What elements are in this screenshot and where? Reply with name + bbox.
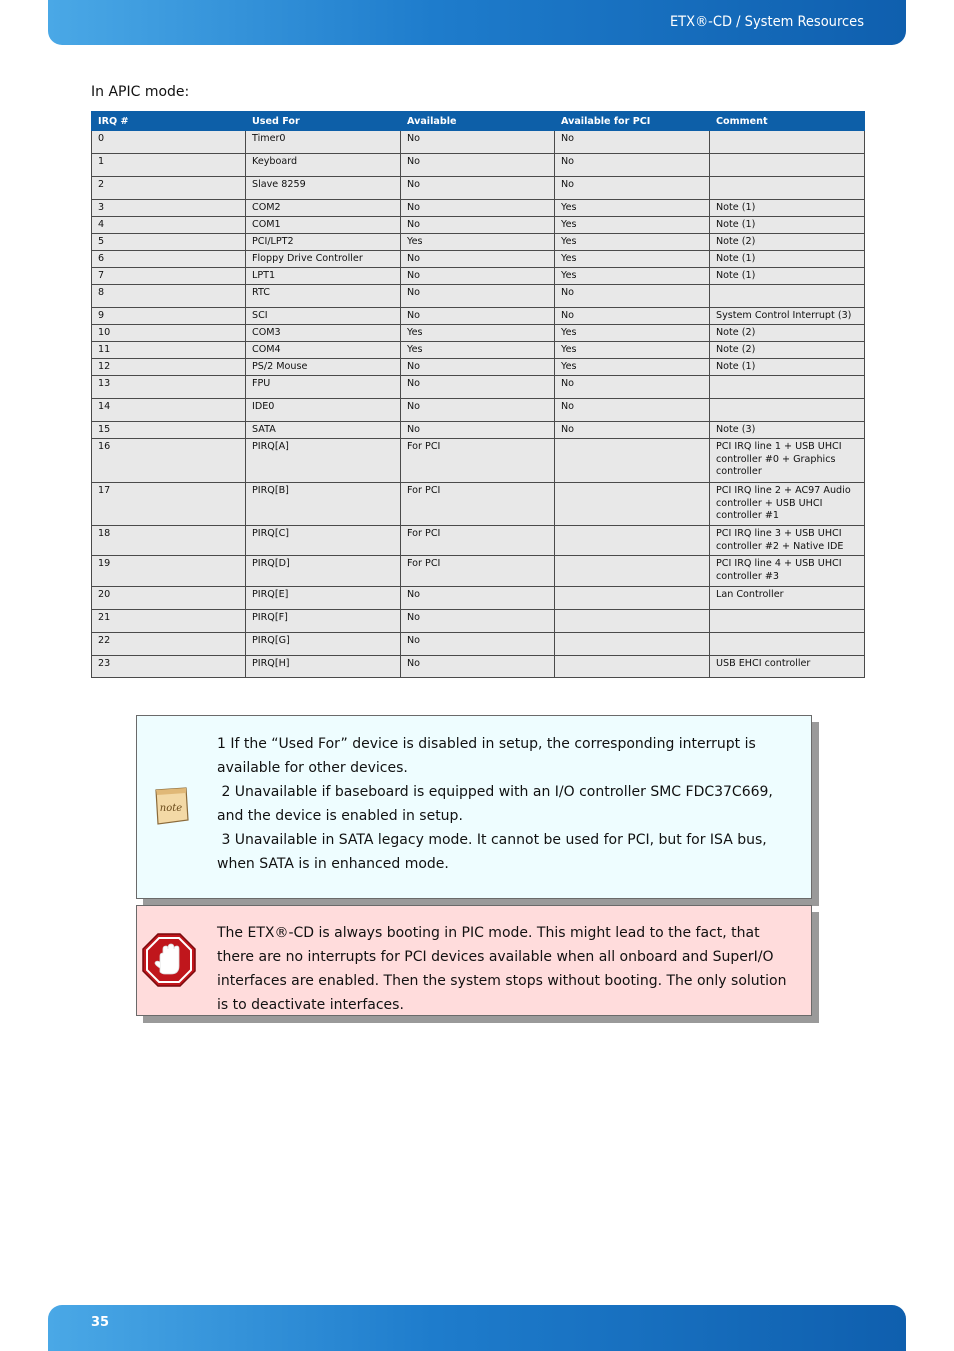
cell-used-for: RTC: [246, 285, 401, 308]
cell-used-for: PIRQ[H]: [246, 656, 401, 678]
cell-used-for: PIRQ[B]: [246, 483, 401, 526]
cell-available: No: [401, 359, 555, 376]
cell-irq: 8: [92, 285, 246, 308]
cell-available-for-pci: [555, 610, 710, 633]
cell-available-for-pci: Yes: [555, 268, 710, 285]
cell-comment: Note (1): [710, 217, 865, 234]
cell-comment: [710, 633, 865, 656]
cell-irq: 2: [92, 177, 246, 200]
cell-available-for-pci: [555, 439, 710, 483]
cell-available-for-pci: [555, 656, 710, 678]
column-header-available: Available: [401, 112, 555, 131]
table-row: [92, 285, 865, 308]
page-footer-bar: [48, 1305, 906, 1351]
cell-comment: PCI IRQ line 2 + AC97 Audio controller + USB UHCI controller #1: [710, 483, 865, 526]
table-row: [92, 587, 865, 610]
cell-used-for: Floppy Drive Controller: [246, 251, 401, 268]
table-row: [92, 234, 865, 251]
cell-comment: Note (1): [710, 268, 865, 285]
cell-available: For PCI: [401, 556, 555, 587]
cell-available: No: [401, 177, 555, 200]
cell-comment: [710, 610, 865, 633]
table-row: [92, 483, 865, 526]
note-icon: [150, 784, 192, 828]
cell-available: No: [401, 399, 555, 422]
cell-irq: 13: [92, 376, 246, 399]
table-row: [92, 399, 865, 422]
cell-comment: [710, 131, 865, 154]
cell-comment: [710, 376, 865, 399]
cell-comment: System Control Interrupt (3): [710, 308, 865, 325]
table-row: [92, 376, 865, 399]
cell-irq: 16: [92, 439, 246, 483]
column-header-available-for-pci: Available for PCI: [555, 112, 710, 131]
cell-irq: 0: [92, 131, 246, 154]
cell-comment: [710, 399, 865, 422]
column-header-comment: Comment: [710, 112, 865, 131]
cell-available-for-pci: No: [555, 131, 710, 154]
cell-used-for: FPU: [246, 376, 401, 399]
cell-available: No: [401, 131, 555, 154]
cell-used-for: SATA: [246, 422, 401, 439]
cell-available: No: [401, 656, 555, 678]
cell-available: Yes: [401, 325, 555, 342]
cell-available-for-pci: Yes: [555, 325, 710, 342]
table-row: [92, 154, 865, 177]
cell-available: No: [401, 587, 555, 610]
cell-irq: 11: [92, 342, 246, 359]
cell-available: Yes: [401, 234, 555, 251]
table-row: [92, 131, 865, 154]
cell-comment: [710, 177, 865, 200]
cell-irq: 23: [92, 656, 246, 678]
column-header-used-for: Used For: [246, 112, 401, 131]
irq-table-header-row: [92, 112, 865, 131]
cell-irq: 10: [92, 325, 246, 342]
warning-callout: [136, 905, 812, 1016]
cell-available: For PCI: [401, 439, 555, 483]
cell-comment: Note (2): [710, 342, 865, 359]
table-row: [92, 200, 865, 217]
note-line: 3 Unavailable in SATA legacy mode. It cannot be used for PCI, but for ISA bus, when SATA is in enhanced mode.: [217, 832, 772, 872]
table-row: [92, 308, 865, 325]
cell-available-for-pci: [555, 526, 710, 556]
table-row: [92, 325, 865, 342]
table-row: [92, 439, 865, 483]
table-row: [92, 268, 865, 285]
cell-comment: USB EHCI controller: [710, 656, 865, 678]
stop-hand-icon: [141, 932, 197, 988]
cell-irq: 22: [92, 633, 246, 656]
cell-used-for: COM2: [246, 200, 401, 217]
cell-available-for-pci: [555, 633, 710, 656]
cell-comment: Note (2): [710, 325, 865, 342]
table-row: [92, 633, 865, 656]
cell-used-for: PIRQ[A]: [246, 439, 401, 483]
cell-comment: Lan Controller: [710, 587, 865, 610]
cell-available-for-pci: [555, 483, 710, 526]
cell-used-for: PIRQ[F]: [246, 610, 401, 633]
cell-available-for-pci: [555, 556, 710, 587]
note-icon-label: note: [159, 803, 183, 814]
cell-available: No: [401, 422, 555, 439]
cell-comment: Note (2): [710, 234, 865, 251]
cell-available-for-pci: No: [555, 376, 710, 399]
cell-used-for: PIRQ[C]: [246, 526, 401, 556]
cell-used-for: COM4: [246, 342, 401, 359]
cell-used-for: PS/2 Mouse: [246, 359, 401, 376]
note-callout: [136, 715, 812, 899]
cell-available-for-pci: No: [555, 399, 710, 422]
cell-comment: PCI IRQ line 3 + USB UHCI controller #2 + Native IDE: [710, 526, 865, 556]
cell-available-for-pci: No: [555, 154, 710, 177]
irq-table: [91, 111, 865, 678]
cell-irq: 20: [92, 587, 246, 610]
note-line: 1 If the “Used For” device is disabled in setup, the corresponding interrupt is available for other devices.: [217, 736, 756, 776]
cell-comment: Note (1): [710, 251, 865, 268]
cell-available: No: [401, 154, 555, 177]
cell-used-for: PIRQ[E]: [246, 587, 401, 610]
cell-available: No: [401, 268, 555, 285]
cell-comment: Note (1): [710, 200, 865, 217]
cell-available-for-pci: Yes: [555, 217, 710, 234]
cell-comment: PCI IRQ line 4 + USB UHCI controller #3: [710, 556, 865, 587]
cell-used-for: SCI: [246, 308, 401, 325]
cell-irq: 18: [92, 526, 246, 556]
cell-irq: 21: [92, 610, 246, 633]
page-number: 35: [91, 1315, 110, 1330]
cell-available-for-pci: [555, 587, 710, 610]
table-row: [92, 177, 865, 200]
cell-available: No: [401, 285, 555, 308]
cell-available: No: [401, 633, 555, 656]
cell-irq: 12: [92, 359, 246, 376]
cell-available: No: [401, 200, 555, 217]
cell-irq: 19: [92, 556, 246, 587]
cell-comment: [710, 285, 865, 308]
table-row: [92, 359, 865, 376]
section-label: In APIC mode:: [91, 84, 190, 100]
cell-used-for: Keyboard: [246, 154, 401, 177]
cell-available-for-pci: No: [555, 177, 710, 200]
cell-available: No: [401, 308, 555, 325]
cell-irq: 14: [92, 399, 246, 422]
cell-available-for-pci: No: [555, 308, 710, 325]
warning-text: The ETX®-CD is always booting in PIC mode. This might lead to the fact, that there are no interrupts for PCI devices available when all onboard and SuperI/O interfaces are enabled. Then the system stops without booting. The only solution is to deactivate interfaces.: [217, 925, 787, 1013]
note-text: [217, 732, 797, 876]
cell-available: No: [401, 251, 555, 268]
cell-used-for: PIRQ[G]: [246, 633, 401, 656]
cell-used-for: COM1: [246, 217, 401, 234]
cell-irq: 5: [92, 234, 246, 251]
cell-used-for: LPT1: [246, 268, 401, 285]
cell-available-for-pci: Yes: [555, 342, 710, 359]
table-row: [92, 526, 865, 556]
cell-available: For PCI: [401, 526, 555, 556]
cell-irq: 17: [92, 483, 246, 526]
cell-available: No: [401, 217, 555, 234]
cell-available-for-pci: No: [555, 285, 710, 308]
cell-used-for: Timer0: [246, 131, 401, 154]
cell-available-for-pci: Yes: [555, 251, 710, 268]
cell-available: No: [401, 610, 555, 633]
column-header-irq: IRQ #: [92, 112, 246, 131]
cell-irq: 6: [92, 251, 246, 268]
note-line: 2 Unavailable if baseboard is equipped with an I/O controller SMC FDC37C669, and the device is enabled in setup.: [217, 784, 778, 824]
cell-used-for: COM3: [246, 325, 401, 342]
page-header-bar: [48, 0, 906, 45]
cell-available-for-pci: Yes: [555, 234, 710, 251]
cell-used-for: PIRQ[D]: [246, 556, 401, 587]
cell-comment: [710, 154, 865, 177]
cell-available-for-pci: No: [555, 422, 710, 439]
table-row: [92, 217, 865, 234]
cell-available: No: [401, 376, 555, 399]
cell-available-for-pci: Yes: [555, 200, 710, 217]
cell-comment: Note (1): [710, 359, 865, 376]
cell-used-for: Slave 8259: [246, 177, 401, 200]
cell-irq: 15: [92, 422, 246, 439]
table-row: [92, 610, 865, 633]
cell-irq: 1: [92, 154, 246, 177]
cell-irq: 9: [92, 308, 246, 325]
cell-irq: 7: [92, 268, 246, 285]
cell-available: Yes: [401, 342, 555, 359]
document-section-title: ETX®-CD / System Resources: [669, 14, 864, 30]
cell-comment: Note (3): [710, 422, 865, 439]
cell-irq: 3: [92, 200, 246, 217]
table-row: [92, 342, 865, 359]
cell-available-for-pci: Yes: [555, 359, 710, 376]
cell-available: For PCI: [401, 483, 555, 526]
table-row: [92, 656, 865, 678]
cell-used-for: IDE0: [246, 399, 401, 422]
cell-used-for: PCI/LPT2: [246, 234, 401, 251]
cell-comment: PCI IRQ line 1 + USB UHCI controller #0 + Graphics controller: [710, 439, 865, 483]
table-row: [92, 556, 865, 587]
cell-irq: 4: [92, 217, 246, 234]
table-row: [92, 251, 865, 268]
table-row: [92, 422, 865, 439]
